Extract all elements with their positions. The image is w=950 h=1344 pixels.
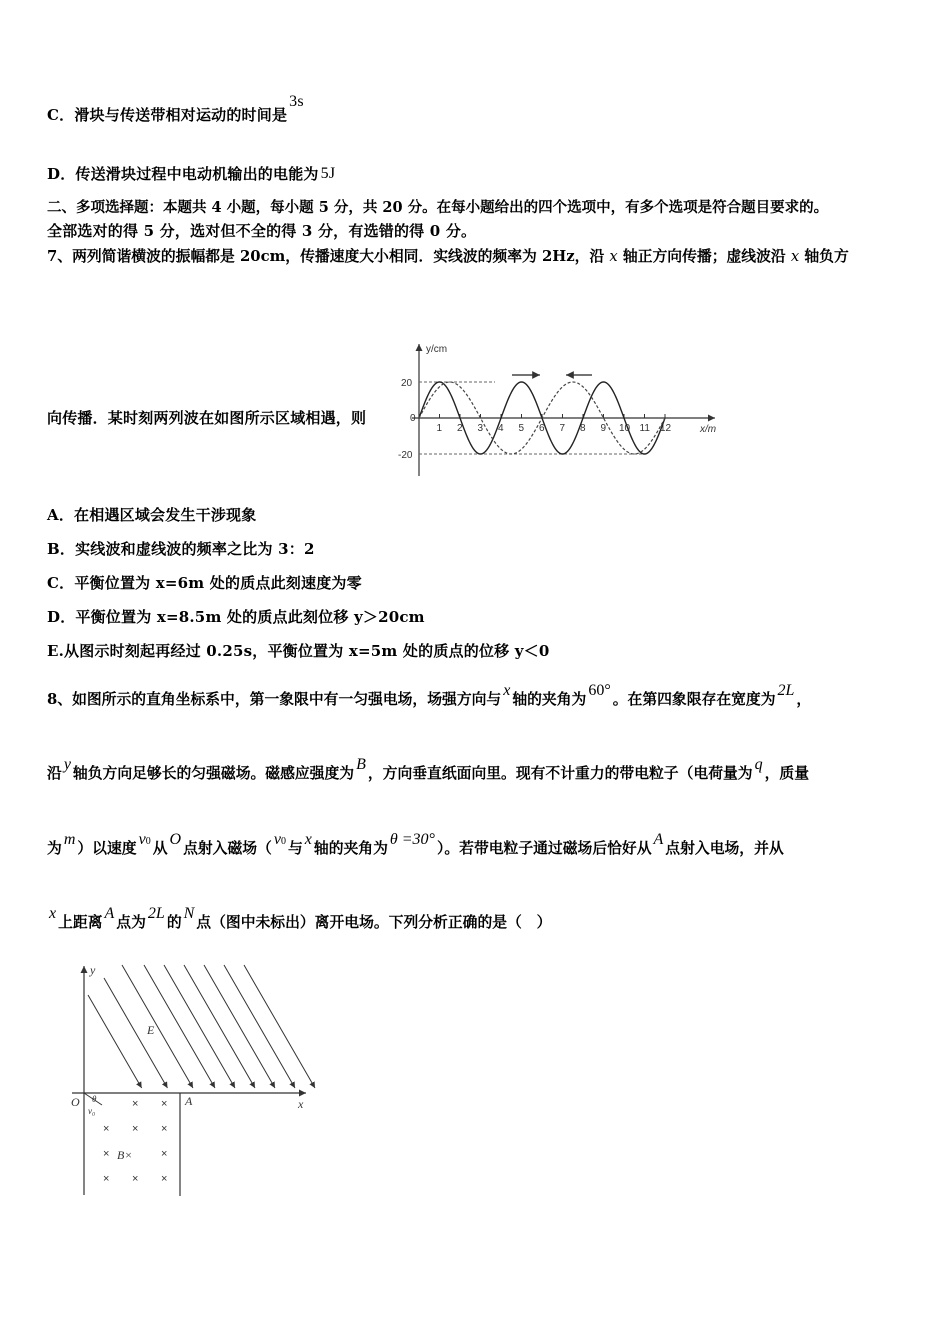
q7-option-e: E.从图示时刻起再经过 0.25s，平衡位置为 x=5m 处的质点的位移 y＜0 [47, 642, 550, 660]
q6-option-d-text: D．传送滑块过程中电动机输出的电能为 [47, 165, 319, 183]
b-cross: × [132, 1123, 139, 1135]
e-label: E [147, 1023, 155, 1037]
e-field-line [88, 995, 142, 1088]
x-label: x [298, 1097, 304, 1111]
e-field-line [184, 965, 255, 1088]
origin-label: 0 [410, 413, 416, 424]
x-tick-label-7: 7 [559, 423, 566, 434]
b-cross: × [103, 1123, 110, 1135]
x-tick-label-1: 1 [436, 423, 443, 434]
e-field-line [144, 965, 215, 1088]
e-field-line [164, 965, 235, 1088]
e-field-line [104, 978, 167, 1088]
b-label: B× [117, 1148, 133, 1162]
x-tick-label-5: 5 [518, 423, 525, 434]
e-field-line [224, 965, 295, 1088]
b-cross: × [161, 1098, 168, 1110]
x-tick-label-3: 3 [477, 423, 484, 434]
section2-heading-cont: 全部选对的得 5 分，选对但不全的得 3 分，有选错的得 0 分。 [47, 222, 477, 240]
q7-option-c: C．平衡位置为 x=6m 处的质点此刻速度为零 [47, 574, 362, 592]
x-tick-label-9: 9 [600, 423, 607, 434]
x-tick-label-2: 2 [457, 423, 463, 434]
q8-stem-line1: 8、如图所示的直角坐标系中，第一象限中有一匀强电场，场强方向与x轴的夹角为60°。在第四象限存在宽度为2L， [47, 682, 812, 708]
q6-option-d-value: 5J [320, 165, 336, 182]
x-tick-label-6: 6 [539, 423, 545, 434]
theta-label: θ [92, 1094, 97, 1104]
o-label: O [71, 1095, 80, 1109]
q6-option-d [47, 163, 337, 184]
v0-label: v₀ [88, 1106, 96, 1116]
a-label: A [185, 1094, 193, 1108]
y-label: y [90, 963, 96, 977]
e-field-line [122, 965, 193, 1088]
q7-option-b: B．实线波和虚线波的频率之比为 3：2 [47, 540, 315, 558]
x-tick-label-10: 10 [619, 423, 631, 434]
q8-stem-line4: x上距离A点为2L的N点（图中未标出）离开电场。下列分析正确的是（ ） [49, 905, 552, 931]
magnetic-field-crosses [103, 1098, 167, 1185]
x-tick-label-11: 11 [639, 423, 650, 434]
x-axis-label: x/m [700, 424, 717, 435]
b-cross: × [161, 1123, 168, 1135]
q7-stem-line2: 向传播．某时刻两列波在如图所示区域相遇，则 [47, 409, 367, 427]
q7-stem-line1: 7、两列简谐横波的振幅都是 20cm，传播速度大小相同．实线波的频率为 2Hz，沿 x 轴正方向传播；虚线波沿 x 轴负方 [47, 248, 849, 265]
electric-field-lines [88, 965, 315, 1088]
b-cross: × [161, 1173, 168, 1185]
q8-stem-line3: 为m）以速度v0 从O点射入磁场（v0 与x轴的夹角为θ =30°）。若带电粒子通过磁场后恰好从A点射入电场，并从 [47, 831, 784, 857]
y-max-label: 20 [401, 378, 413, 389]
q7-option-d: D．平衡位置为 x=8.5m 处的质点此刻位移 y＞20cm [47, 608, 425, 626]
section2-heading: 二、多项选择题：本题共 4 小题，每小题 5 分，共 20 分。在每小题给出的四个选项中，有多个选项是符合题目要求的。 [47, 199, 829, 216]
q7-option-a: A．在相遇区域会发生干涉现象 [47, 506, 257, 524]
y-axis-label: y/cm [426, 344, 448, 355]
q7-wave-figure [390, 336, 730, 481]
q8-stem-line2: 沿y轴负方向足够长的匀强磁场。磁感应强度为B，方向垂直纸面向里。现有不计重力的带电粒子（电荷量为q，质量 [47, 756, 809, 782]
x-tick-label-8: 8 [580, 423, 586, 434]
b-cross: × [103, 1173, 110, 1185]
e-field-line [244, 965, 315, 1088]
q6-option-c-text: C．滑块与传送带相对运动的时间是 [47, 106, 288, 124]
b-cross: × [132, 1098, 139, 1110]
b-cross: × [103, 1148, 110, 1160]
b-cross: × [161, 1148, 168, 1160]
y-min-label: -20 [398, 450, 413, 461]
x-tick-label-4: 4 [498, 423, 504, 434]
b-cross: × [132, 1173, 139, 1185]
x-tick-label-12: 12 [660, 423, 672, 434]
e-field-line [204, 965, 275, 1088]
q6-option-c-value: 3s [289, 93, 304, 110]
q6-option-c [47, 93, 306, 125]
q8-field-figure [62, 960, 322, 1200]
